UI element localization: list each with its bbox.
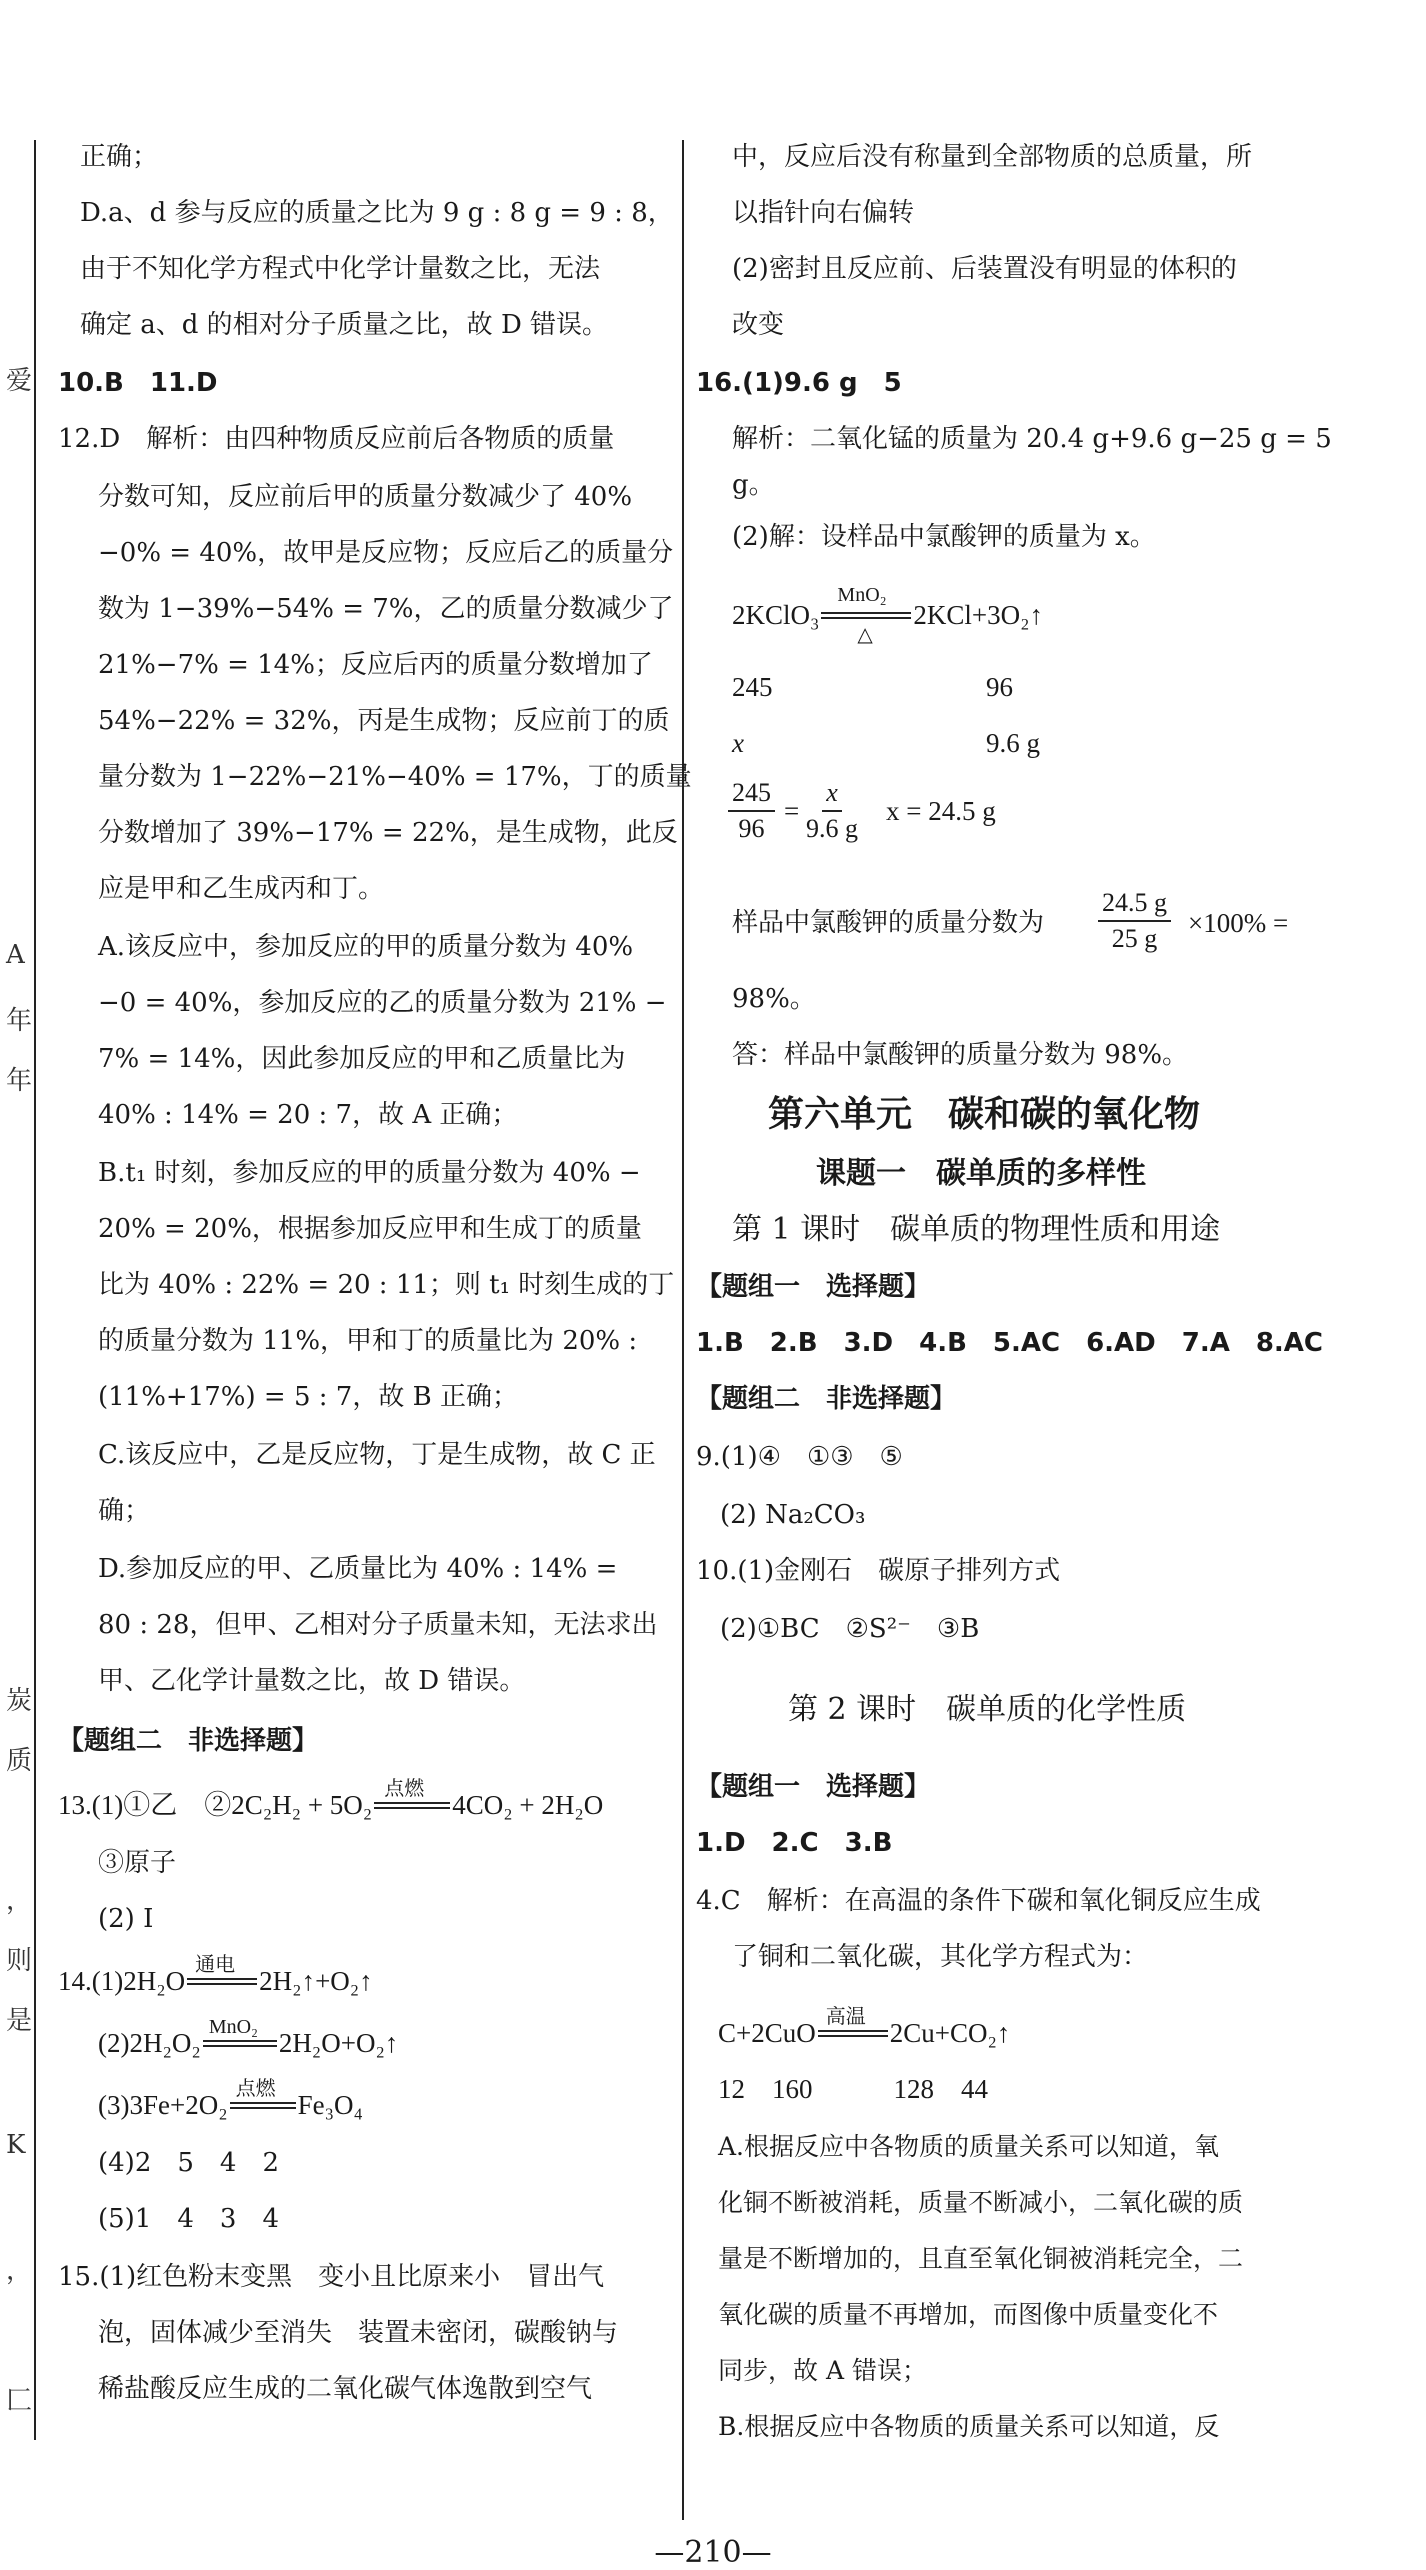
answer-14-equation	[98, 2016, 399, 2060]
answer-15-line: 泡，固体减少至消失 装置未密闭，碳酸钠与	[98, 2318, 619, 2348]
option-a-line: 化铜不断被消耗，质量不断减小，二氧化碳的质	[718, 2188, 1244, 2217]
fraction-x-9-6	[802, 776, 862, 846]
eq-line	[818, 2035, 888, 2037]
percentage-multiplier: ×100% =	[1188, 908, 1289, 938]
answer-15-line: 稀盐酸反应生成的二氧化碳气体逸散到空气	[98, 2374, 593, 2404]
mass-value: 9.6 g	[986, 728, 1040, 758]
eq-reactants: 2KClO₃	[732, 600, 820, 630]
answer-14-part: (5)1 4 3 4	[98, 2204, 279, 2234]
eq-condition: MnO₂	[208, 2016, 259, 2038]
text-line: 由于不知化学方程式中化学计量数之比，无法	[80, 254, 601, 284]
text-line: (2)密封且反应前、后装置没有明显的体积的	[732, 254, 1237, 284]
eq-condition-arrow	[374, 1778, 450, 1814]
mass-value: 245	[732, 672, 773, 702]
gutter-char: A	[6, 940, 25, 970]
eq-condition-arrow	[187, 1954, 257, 1990]
option-b-line: B.根据反应中各物质的质量关系可以知道，反	[718, 2412, 1220, 2441]
text-line: D.a、d 参与反应的质量之比为 9 g : 8 g = 9 : 8，	[80, 198, 674, 228]
eq-products: 2KCl+3O₂↑	[913, 600, 1044, 630]
option-a-line: 量是不断增加的，且直至氧化铜被消耗完全，二	[718, 2244, 1244, 2273]
option-b-line: 比为 40% : 22% = 20 : 11；则 t₁ 时刻生成的丁	[98, 1270, 675, 1300]
section-header-choice: 【题组一 选择题】	[696, 1272, 931, 1302]
option-a-line: 40% : 14% = 20 : 7，故 A 正确；	[98, 1100, 518, 1130]
option-a-line: 同步，故 A 错误；	[718, 2356, 927, 2385]
column-divider	[682, 140, 684, 2520]
answer-12-line: −0% = 40%，故甲是反应物；反应后乙的质量分	[98, 538, 674, 568]
answer-9: 9.(1)④ ①③ ⑤	[696, 1442, 903, 1472]
answer-12-line: 12.D 解析：由四种物质反应前后各物质的质量	[58, 424, 615, 454]
answer-10-part: (2)①BC ②S²⁻ ③B	[720, 1614, 980, 1644]
option-b-line: 20% = 20%，根据参加反应甲和生成丁的质量	[98, 1214, 642, 1244]
denominator: 96	[738, 814, 765, 843]
option-c-line: C.该反应中，乙是反应物，丁是生成物，故 C 正	[98, 1440, 656, 1470]
answer-15-line: 15.(1)红色粉末变黑 变小且比原来小 冒出气	[58, 2262, 605, 2292]
gutter-char: 质	[6, 1746, 33, 1776]
eq-line	[230, 2107, 296, 2109]
gutter-char: 匚	[6, 2386, 33, 2416]
eq-line	[374, 1807, 450, 1809]
option-a-line: A.根据反应中各物质的质量关系可以知道，氧	[718, 2132, 1220, 2161]
eq-condition: MnO₂	[837, 584, 887, 606]
equals-sign: =	[784, 796, 800, 826]
eq-reactants: (3)3Fe+2O₂	[98, 2090, 228, 2120]
eq-line	[821, 612, 911, 614]
text-line: 正确；	[80, 142, 159, 172]
gutter-char: ，	[6, 2256, 33, 2286]
kclo3-equation	[732, 584, 1044, 646]
eq-products: 2H₂↑+O₂↑	[259, 1966, 373, 1996]
eq-products: 2H₂O+O₂↑	[278, 2028, 399, 2058]
answer-10-11: 10.B 11.D	[58, 368, 218, 398]
answer-14-equation	[58, 1954, 373, 1998]
option-d-line: 甲、乙化学计量数之比，故 D 错误。	[98, 1666, 526, 1696]
eq-condition: 点燃	[235, 2078, 276, 2100]
eq-products: 2Cu+CO₂↑	[889, 2018, 1011, 2048]
answer-12-line: 21%−7% = 14%；反应后丙的质量分数增加了	[98, 650, 653, 680]
gutter-char: 则	[6, 1946, 33, 1976]
answer-4-line: 了铜和二氧化碳，其化学方程式为：	[732, 1942, 1149, 1972]
answer-12-line: 54%−22% = 32%，丙是生成物；反应前丁的质	[98, 706, 670, 736]
option-a-line: −0 = 40%，参加反应的乙的质量分数为 21% −	[98, 988, 667, 1018]
denominator: 9.6 g	[806, 814, 858, 843]
text-line: 改变	[732, 310, 785, 340]
answer-14-equation	[98, 2078, 363, 2122]
text-line: 以指针向右偏转	[732, 198, 915, 228]
answer-10: 10.(1)金刚石 碳原子排列方式	[696, 1556, 1061, 1586]
eq-condition: 通电	[195, 1954, 236, 1976]
answer-12-line: 分数可知，反应前后甲的质量分数减少了 40%	[98, 482, 633, 512]
numerator: 24.5 g	[1098, 886, 1171, 922]
eq-line	[187, 1983, 257, 1985]
eq-masses: 12 160 128 44	[718, 2074, 988, 2104]
option-c-line: 确；	[98, 1496, 151, 1526]
eq-products: 4CO₂ + 2H₂O	[452, 1790, 604, 1820]
eq-condition-arrow	[818, 2006, 888, 2042]
section-header-non-choice: 【题组二 非选择题】	[58, 1726, 319, 1756]
fraction-percentage	[1098, 886, 1171, 956]
gutter-char: 炭	[6, 1686, 33, 1716]
eq-line	[187, 1978, 257, 1980]
answer-16: 16.(1)9.6 g 5	[696, 368, 902, 398]
answer-13-equation	[58, 1778, 604, 1822]
text-line: 解析：二氧化锰的质量为 20.4 g+9.6 g−25 g = 5	[732, 424, 1332, 454]
text-line: 确定 a、d 的相对分子质量之比，故 D 错误。	[80, 310, 609, 340]
mass-value: 96	[986, 672, 1013, 702]
section-header-choice: 【题组一 选择题】	[696, 1772, 931, 1802]
unit-title: 第六单元 碳和碳的氧化物	[768, 1094, 1201, 1135]
gutter-char: 是	[6, 2006, 33, 2036]
option-d-line: D.参加反应的甲、乙质量比为 40% : 14% =	[98, 1554, 618, 1584]
eq-reactants: C+2CuO	[718, 2018, 816, 2048]
option-b-line: B.t₁ 时刻，参加反应的甲的质量分数为 40% −	[98, 1158, 641, 1188]
mass-value: x	[732, 728, 744, 758]
answer-14-part: (4)2 5 4 2	[98, 2148, 279, 2178]
answer-13-part: (2) Ⅰ	[98, 1904, 154, 1934]
denominator: 25 g	[1111, 924, 1158, 953]
eq-line	[230, 2102, 296, 2104]
option-a-line: A.该反应中，参加反应的甲的质量分数为 40%	[98, 932, 634, 962]
eq-condition: 点燃	[384, 1778, 425, 1800]
gutter-char: ，	[6, 1886, 33, 1916]
text-line: (2)解：设样品中氯酸钾的质量为 x。	[732, 522, 1156, 552]
answer-13-part: ③原子	[98, 1848, 177, 1878]
option-b-line: (11%+17%) = 5 : 7，故 B 正确；	[98, 1382, 518, 1412]
eq-products: Fe₃O₄	[297, 2090, 363, 2120]
text-line: g。	[732, 470, 775, 500]
gutter-char: K	[6, 2130, 26, 2160]
gutter-char: 爱	[6, 366, 33, 396]
lesson-title: 第 1 课时 碳单质的物理性质和用途	[732, 1212, 1221, 1247]
eq-condition-arrow	[821, 584, 911, 646]
eq-line	[818, 2030, 888, 2032]
gutter-char: 年	[6, 1006, 33, 1036]
answer-4-line: 4.C 解析：在高温的条件下碳和氧化铜反应生成	[696, 1886, 1261, 1916]
numerator: x	[822, 776, 842, 812]
eq-condition-arrow	[203, 2016, 277, 2052]
answer-12-line: 分数增加了 39%−17% = 22%，是生成物，此反	[98, 818, 678, 848]
heat-symbol: △	[857, 624, 873, 646]
choice-answers: 1.B 2.B 3.D 4.B 5.AC 6.AD 7.A 8.AC	[696, 1328, 1324, 1358]
page-number: —210—	[654, 2535, 772, 2570]
eq-reactants: 13.(1)①乙 ②2C₂H₂ + 5O₂	[58, 1790, 373, 1820]
eq-condition-arrow	[230, 2078, 296, 2114]
choice-answers: 1.D 2.C 3.B	[696, 1828, 893, 1858]
fraction-245-96	[728, 776, 775, 846]
gutter-char: 年	[6, 1066, 33, 1096]
left-rule	[34, 140, 36, 2440]
option-b-line: 的质量分数为 11%，甲和丁的质量比为 20% :	[98, 1326, 638, 1356]
eq-line	[374, 1802, 450, 1804]
solution-x: x = 24.5 g	[886, 796, 996, 826]
eq-reactants: (2)2H₂O₂	[98, 2028, 201, 2058]
eq-line	[203, 2040, 277, 2042]
answer-12-line: 应是甲和乙生成丙和丁。	[98, 874, 385, 904]
text-line: 中，反应后没有称量到全部物质的总质量，所	[732, 142, 1253, 172]
answer-12-line: 数为 1−39%−54% = 7%，乙的质量分数减少了	[98, 594, 674, 624]
final-answer: 答：样品中氯酸钾的质量分数为 98%。	[732, 1040, 1189, 1070]
percentage-line: 样品中氯酸钾的质量分数为	[732, 908, 1045, 938]
option-a-line: 氧化碳的质量不再增加，而图像中质量变化不	[718, 2300, 1219, 2329]
answer-12-line: 量分数为 1−22%−21%−40% = 17%，丁的质量	[98, 762, 692, 792]
topic-title: 课题一 碳单质的多样性	[816, 1156, 1146, 1191]
answer-9-part: (2) Na₂CO₃	[720, 1500, 866, 1530]
percentage-result: 98%。	[732, 984, 816, 1014]
eq-line	[203, 2045, 277, 2047]
numerator: 245	[728, 776, 775, 812]
option-d-line: 80 : 28，但甲、乙相对分子质量未知，无法求出	[98, 1610, 658, 1640]
option-a-line: 7% = 14%，因此参加反应的甲和乙质量比为	[98, 1044, 626, 1074]
lesson-title: 第 2 课时 碳单质的化学性质	[788, 1692, 1187, 1727]
cuo-equation	[718, 2006, 1011, 2050]
eq-reactants: 14.(1)2H₂O	[58, 1966, 186, 1996]
eq-condition: 高温	[825, 2006, 866, 2028]
section-header-non-choice: 【题组二 非选择题】	[696, 1384, 957, 1414]
